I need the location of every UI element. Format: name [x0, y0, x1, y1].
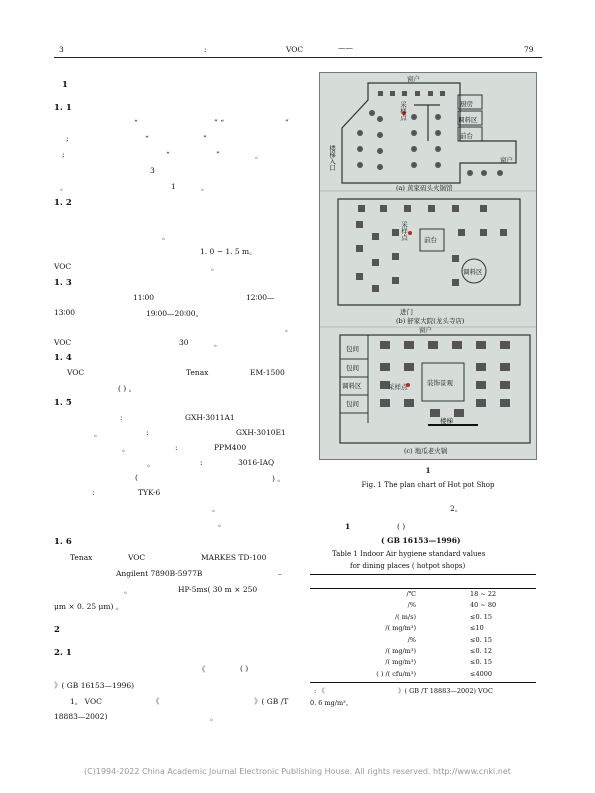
- header-colon: :: [204, 45, 207, 54]
- text: 。: [210, 713, 218, 722]
- text: 13∶00: [54, 308, 76, 317]
- text: :: [175, 443, 178, 452]
- section-1-heading: 1: [62, 80, 68, 90]
- label-window: 窗户: [500, 156, 513, 164]
- text: ( ): [240, 664, 249, 673]
- header-rule: [54, 57, 542, 58]
- panel-c-caption: (c) 地瓜老火锅: [404, 447, 448, 455]
- table-cell-value: ≤10: [470, 624, 484, 633]
- label-seasoning: 调料区: [463, 268, 483, 276]
- text: 。: [212, 504, 220, 513]
- text: 。: [285, 324, 293, 333]
- text: VOC: [67, 368, 85, 377]
- label-counter: 前台: [424, 236, 437, 244]
- text: “: [166, 150, 170, 159]
- table-note: : 《: [314, 687, 325, 695]
- label-entrance: 楼梯入口: [328, 145, 336, 171]
- standards-table: [310, 590, 536, 681]
- section-1-3-heading: 1. 3: [54, 278, 72, 288]
- panel-a-caption: (a) 黄家码头火锅馆: [396, 184, 453, 192]
- table-head-rule: [310, 588, 536, 589]
- section-2-heading: 2: [54, 625, 60, 635]
- panel-b-caption: (b) 舒家大院(龙头寺店): [396, 317, 465, 325]
- text: 。: [124, 586, 132, 595]
- text: VOC: [54, 338, 72, 347]
- table-row: [310, 636, 536, 647]
- text: 1。 VOC: [70, 697, 102, 706]
- text: :: [146, 428, 149, 437]
- text: HP-5ms( 30 m × 250: [178, 585, 258, 594]
- text: EM-1500: [250, 368, 285, 377]
- section-1-5-heading: 1. 5: [54, 398, 72, 408]
- text: ”: [203, 134, 207, 143]
- text: 。: [122, 444, 130, 453]
- label-window: 窗户: [407, 75, 420, 83]
- label-sample-point: 采样点: [388, 383, 408, 391]
- text: 。: [201, 183, 209, 192]
- copyright-footer: (C)1994-2022 China Academic Journal Electronic Publishing House. All rights reserved. http://www.cnki.net: [84, 767, 511, 776]
- label-door: 进门: [400, 308, 413, 316]
- table-cell-unit: /( mg/m³): [385, 658, 416, 667]
- text: (: [135, 473, 138, 482]
- table-standard: ( GB 16153—1996): [381, 536, 461, 545]
- label-seasoning: 调料区: [458, 116, 478, 124]
- text: 18883—2002): [54, 712, 108, 721]
- figure-number: 1: [425, 466, 431, 475]
- text: ” “: [214, 118, 225, 127]
- text: Angilent 7890B-5977B: [116, 569, 203, 578]
- table-title-paren: ( ): [397, 522, 406, 531]
- section-2-1-heading: 2. 1: [54, 648, 72, 658]
- text: ;: [66, 134, 69, 143]
- floor-plan-figure: [319, 72, 537, 460]
- text: TYK-6: [138, 488, 161, 497]
- text: –: [278, 569, 282, 578]
- text: ”: [216, 150, 220, 159]
- label-stairs: 楼梯: [440, 417, 453, 425]
- text: VOC: [128, 553, 146, 562]
- text: 3: [150, 166, 155, 175]
- text: ) 。: [272, 474, 285, 483]
- text: 1. 0 ~ 1. 5 m。: [200, 247, 257, 256]
- table-cell-value: 40 ~ 80: [470, 601, 497, 610]
- text: 。: [211, 263, 219, 272]
- table-cell-value: ≤4000: [470, 669, 492, 678]
- table-cell-unit: ( ) /( cfu/m³): [376, 669, 416, 678]
- text: 》( GB /T: [254, 697, 289, 706]
- table-cell-unit: /( mg/m³): [385, 624, 416, 633]
- table-row: [310, 590, 536, 601]
- text: ;: [62, 150, 65, 159]
- text: ( ) 。: [118, 384, 137, 393]
- label-kitchen: 厨房: [460, 100, 473, 108]
- table-note: 》( GB /T 18883—2002) VOC: [398, 687, 493, 695]
- table-cell-unit: /( mg/m³): [385, 646, 416, 655]
- table-title-en-2: for dining places ( hotpot shops): [350, 562, 466, 570]
- text: 2。: [450, 504, 463, 513]
- table-row: [310, 658, 536, 669]
- table-cell-unit: /%: [407, 635, 416, 644]
- text: 。: [214, 339, 222, 348]
- text: “: [134, 118, 138, 127]
- table-cell-value: 18 ~ 22: [470, 590, 497, 598]
- table-bottom-rule: [310, 682, 536, 683]
- text: 19∶00—20∶00。: [146, 309, 204, 318]
- text: :: [120, 413, 123, 422]
- text: 。: [218, 519, 226, 528]
- label-private-room: 包间: [346, 400, 359, 408]
- text: PPM400: [214, 443, 247, 452]
- text: 1: [171, 182, 176, 191]
- table-cell-unit: /( m/s): [394, 612, 416, 621]
- table-cell-value: ≤0. 12: [470, 646, 492, 655]
- table-row: [310, 601, 536, 612]
- text: “: [145, 134, 149, 143]
- section-1-6-heading: 1. 6: [54, 537, 72, 547]
- text: 。: [94, 429, 102, 438]
- table-cell-value: ≤0. 15: [470, 635, 492, 644]
- text: ”: [285, 118, 289, 127]
- text: GXH-3010E1: [236, 428, 286, 437]
- text: 。: [60, 183, 68, 192]
- text: 30: [179, 338, 189, 347]
- label-seasoning: 调料区: [342, 382, 362, 390]
- text: 。: [255, 151, 263, 160]
- header-chapter-number: 3: [59, 45, 64, 54]
- header-page-number: 79: [524, 45, 534, 54]
- table-row: [310, 613, 536, 624]
- text: VOC: [54, 262, 72, 271]
- table-title-en-1: Table 1 Indoor Air hygiene standard values: [332, 550, 486, 558]
- table-note: 0. 6 mg/m³。: [310, 699, 353, 707]
- table-number: 1: [345, 522, 351, 531]
- label-sample-point: 采样点: [399, 101, 407, 121]
- text: :: [200, 458, 203, 467]
- label-decor: 装饰景观: [427, 379, 453, 387]
- table-cell-unit: /%: [407, 601, 416, 610]
- table-row: [310, 647, 536, 658]
- text: 《: [198, 665, 206, 674]
- table-cell-value: ≤0. 15: [470, 658, 492, 667]
- text: 。: [162, 232, 170, 241]
- table-row: [310, 670, 536, 681]
- text: Tenax: [70, 553, 93, 562]
- label-window: 窗户: [419, 326, 432, 334]
- section-1-4-heading: 1. 4: [54, 353, 72, 363]
- table-row: [310, 624, 536, 635]
- panel-b-tables: [356, 205, 507, 292]
- label-sample-point: 采样点: [400, 221, 408, 241]
- text: MARKES TD-100: [201, 553, 267, 562]
- text: 3016-IAQ: [238, 458, 275, 467]
- text: GXH-3011A1: [185, 413, 235, 422]
- table-cell-unit: /℃: [406, 590, 416, 598]
- figure-caption-en: Fig. 1 The plan chart of Hot pot Shop: [361, 481, 495, 489]
- label-private-room: 包间: [346, 364, 359, 372]
- header-voc: VOC: [286, 45, 304, 54]
- header-dash: ——: [338, 43, 353, 52]
- text: 11∶00: [133, 293, 155, 302]
- text: 》( GB 16153—1996): [54, 681, 135, 690]
- section-1-1-heading: 1. 1: [54, 103, 72, 113]
- text: Tenax: [186, 368, 209, 377]
- text: 12∶00—: [246, 293, 275, 302]
- table-cell-value: ≤0. 15: [470, 612, 492, 621]
- table-top-rule: [310, 574, 536, 575]
- label-private-room: 包间: [346, 345, 359, 353]
- text: μm × 0. 25 μm) 。: [54, 602, 124, 611]
- text: 。: [147, 459, 155, 468]
- text: 《: [152, 697, 160, 706]
- section-1-2-heading: 1. 2: [54, 198, 72, 208]
- text: :: [92, 488, 95, 497]
- label-counter: 前台: [460, 132, 473, 140]
